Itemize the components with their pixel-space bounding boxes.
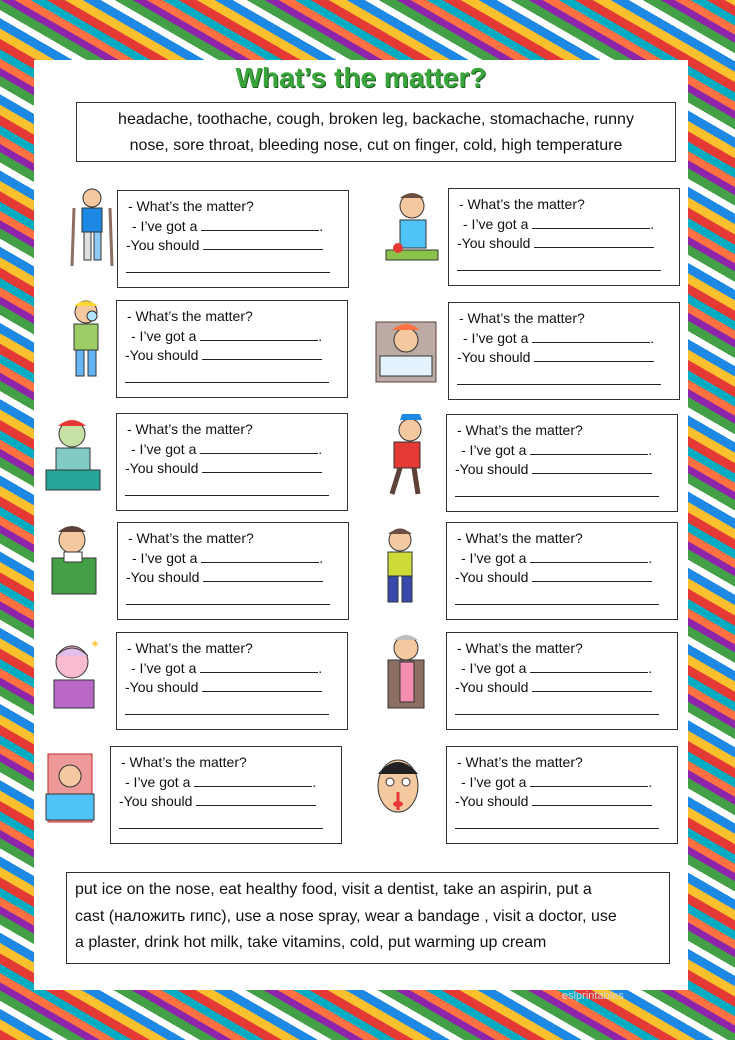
advice-blank[interactable] <box>534 349 654 362</box>
boy-cold-in-bed-picture <box>42 750 98 834</box>
advice-blank[interactable] <box>202 460 322 473</box>
exercise-card-1: - What’s the matter? - I’ve got a . -You should <box>117 190 349 288</box>
advice-line[interactable] <box>455 816 659 829</box>
card-question: - What’s the matter? <box>459 196 585 212</box>
boy-on-crutches-picture <box>64 186 120 270</box>
man-sore-throat-picture <box>42 522 104 606</box>
answer-blank[interactable] <box>530 442 648 455</box>
exercise-card-2: - What’s the matter? - I’ve got a . -You should <box>448 188 680 286</box>
card-question: - What’s the matter? <box>457 530 583 546</box>
advice-line[interactable] <box>125 483 329 496</box>
card-should-label: -You should <box>455 461 529 477</box>
vocabulary-line-2: nose, sore throat, bleeding nose, cut on finger, cold, high temperature <box>129 137 623 154</box>
card-should-label: -You should <box>125 679 199 695</box>
card-got-label: - I’ve got a <box>131 327 197 344</box>
advice-line[interactable] <box>455 702 659 715</box>
advice-line[interactable] <box>125 702 329 715</box>
card-question: - What’s the matter? <box>128 198 254 214</box>
answer-blank[interactable] <box>530 774 648 787</box>
answer-blank[interactable] <box>201 550 319 563</box>
card-got-label: - I’ve got a <box>132 549 198 566</box>
card-should-label: -You should <box>457 235 531 251</box>
advice-line[interactable] <box>126 260 330 273</box>
answer-blank[interactable] <box>201 218 319 231</box>
advice-line[interactable] <box>457 258 661 271</box>
card-question: - What’s the matter? <box>121 754 247 770</box>
advice-blank[interactable] <box>532 461 652 474</box>
card-should-label: -You should <box>126 569 200 585</box>
answer-blank[interactable] <box>200 328 318 341</box>
woman-head-bandage-picture <box>44 632 104 716</box>
answer-blank[interactable] <box>194 774 312 787</box>
advice-line[interactable] <box>457 372 661 385</box>
advice-blank[interactable] <box>534 235 654 248</box>
answer-blank[interactable] <box>532 330 650 343</box>
answer-blank[interactable] <box>532 216 650 229</box>
advice-blank[interactable] <box>202 679 322 692</box>
exercise-card-5: - What’s the matter? - I’ve got a . -You should <box>116 413 348 511</box>
advice-line[interactable] <box>455 592 659 605</box>
vocabulary-box <box>76 102 676 162</box>
exercise-card-12: - What’s the matter? - I’ve got a . -You should <box>446 746 678 844</box>
card-should-label: -You should <box>455 679 529 695</box>
card-should-label: -You should <box>457 349 531 365</box>
card-should-label: -You should <box>119 793 193 809</box>
card-got-label: - I’ve got a <box>132 217 198 234</box>
advice-blank[interactable] <box>532 793 652 806</box>
card-question: - What’s the matter? <box>457 754 583 770</box>
card-should-label: -You should <box>455 569 529 585</box>
card-question: - What’s the matter? <box>128 530 254 546</box>
card-got-label: - I’ve got a <box>461 549 527 566</box>
advice-blank[interactable] <box>203 237 323 250</box>
advice-blank[interactable] <box>532 679 652 692</box>
card-question: - What’s the matter? <box>127 421 253 437</box>
advice-box <box>66 872 670 964</box>
advice-blank[interactable] <box>196 793 316 806</box>
advice-blank[interactable] <box>202 347 322 360</box>
card-question: - What’s the matter? <box>127 308 253 324</box>
card-question: - What’s the matter? <box>127 640 253 656</box>
svg-text:✶: ✶ <box>90 637 101 651</box>
advice-line-1: put ice on the nose, eat healthy food, visit a dentist, take an aspirin, put a <box>75 881 592 898</box>
exercise-card-7: - What’s the matter? - I’ve got a . -You should <box>117 522 349 620</box>
card-question: - What’s the matter? <box>457 422 583 438</box>
exercise-card-10: - What’s the matter? - I’ve got a . -You should <box>446 632 678 730</box>
card-should-label: -You should <box>455 793 529 809</box>
answer-blank[interactable] <box>200 441 318 454</box>
exercise-card-11: - What’s the matter? - I’ve got a . -You should <box>110 746 342 844</box>
card-got-label: - I’ve got a <box>461 441 527 458</box>
face-bleeding-nose-picture <box>370 750 428 834</box>
page-title: What’s the matter? <box>235 62 487 93</box>
card-question: - What’s the matter? <box>457 640 583 656</box>
card-got-label: - I’ve got a <box>461 659 527 676</box>
advice-line-3: a plaster, drink hot milk, take vitamins, cold, put warming up cream <box>75 934 547 951</box>
card-should-label: -You should <box>125 460 199 476</box>
boy-eating-toothache-picture <box>378 188 442 272</box>
card-got-label: - I’ve got a <box>461 773 527 790</box>
boy-runny-nose-picture <box>58 298 114 382</box>
card-got-label: - I’ve got a <box>131 440 197 457</box>
card-should-label: -You should <box>125 347 199 363</box>
worksheet-page <box>34 60 688 990</box>
vocabulary-line-1: headache, toothache, cough, broken leg, backache, stomachache, runny <box>118 111 634 128</box>
exercise-card-9: - What’s the matter? - I’ve got a . -You should <box>116 632 348 730</box>
advice-line[interactable] <box>455 484 659 497</box>
exercise-card-8: - What’s the matter? - I’ve got a . -You should <box>446 522 678 620</box>
person-in-bed-fever-picture <box>372 312 440 388</box>
advice-blank[interactable] <box>203 569 323 582</box>
card-got-label: - I’ve got a <box>125 773 191 790</box>
man-stomachache-picture <box>372 632 432 716</box>
advice-line[interactable] <box>125 370 329 383</box>
card-got-label: - I’ve got a <box>131 659 197 676</box>
exercise-card-3: - What’s the matter? - I’ve got a . -You should <box>116 300 348 398</box>
card-got-label: - I’ve got a <box>463 215 529 232</box>
card-question: - What’s the matter? <box>459 310 585 326</box>
boy-coughing-picture <box>374 526 430 610</box>
man-hot-water-bottle-picture <box>42 414 104 498</box>
answer-blank[interactable] <box>200 660 318 673</box>
answer-blank[interactable] <box>530 550 648 563</box>
card-got-label: - I’ve got a <box>463 329 529 346</box>
exercise-card-4: - What’s the matter? - I’ve got a . -You should <box>448 302 680 400</box>
advice-line[interactable] <box>126 592 330 605</box>
answer-blank[interactable] <box>530 660 648 673</box>
card-should-label: -You should <box>126 237 200 253</box>
advice-blank[interactable] <box>532 569 652 582</box>
advice-line-2: cast (наложить гипс), use a nose spray, wear a bandage , visit a doctor, use <box>75 907 617 925</box>
man-holding-back-picture <box>370 414 436 498</box>
exercise-card-6: - What’s the matter? - I’ve got a . -You should <box>446 414 678 512</box>
watermark: eslprintables <box>562 990 624 1002</box>
advice-line[interactable] <box>119 816 323 829</box>
